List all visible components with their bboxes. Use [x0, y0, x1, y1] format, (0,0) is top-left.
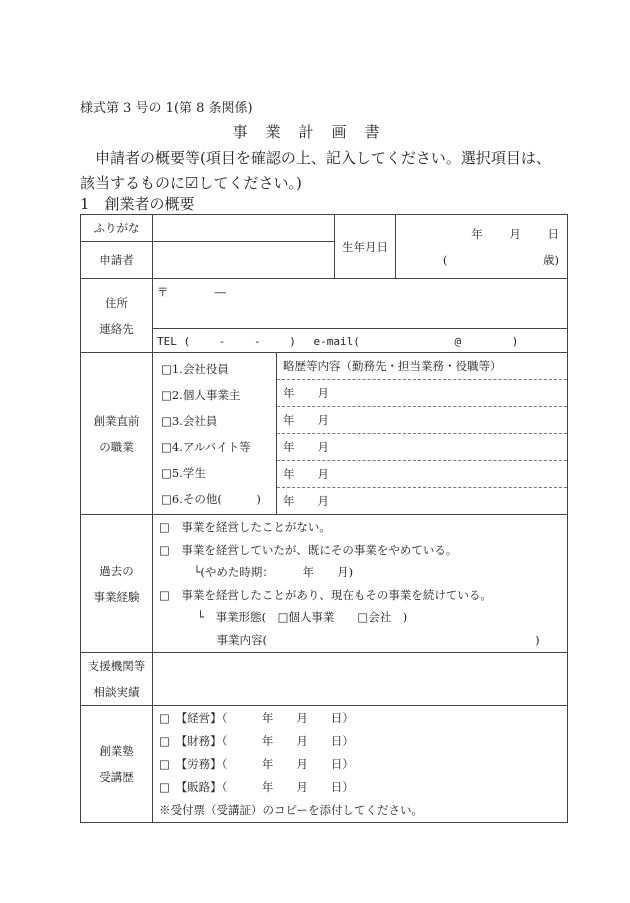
- intro-text: 申請者の概要等(項目を確認の上、記入してください。選択項目は、該当するものに☑してください。): [80, 149, 551, 192]
- quit-period-field[interactable]: └(やめた時期： 年 月): [159, 565, 354, 579]
- applicant-label: 申請者: [81, 242, 153, 279]
- school-option[interactable]: □ 【労務】（ 年 月 日）: [159, 756, 354, 771]
- postal-field[interactable]: 〒 ―: [153, 279, 568, 329]
- attachment-note: ※受付票（受講証）のコピーを添付してください。: [159, 802, 424, 817]
- school-option[interactable]: □ 【財務】（ 年 月 日）: [159, 733, 354, 748]
- experience-label-2: 事業経験: [93, 589, 140, 604]
- birth-date: 年 月 日: [471, 226, 559, 241]
- address-label: 住所: [105, 295, 128, 310]
- form-id: 様式第 3 号の 1(第 8 条関係): [80, 101, 253, 116]
- experience-label: 過去の: [99, 563, 134, 578]
- school-option[interactable]: □ 【経営】（ 年 月 日）: [159, 710, 354, 725]
- support-label: 支援機関等: [87, 659, 146, 673]
- job-option[interactable]: □6.その他( ): [161, 491, 261, 506]
- birth-label: 生年月日: [335, 215, 396, 279]
- section-heading: 1 創業者の概要: [80, 195, 195, 213]
- school-label-2: 受講歴: [99, 770, 134, 784]
- job-option[interactable]: □2.個人事業主: [161, 387, 241, 402]
- age-field[interactable]: ( 歳): [442, 252, 559, 267]
- job-option[interactable]: □1.会社役員: [161, 361, 229, 376]
- career-header: 略歴等内容（勤務先・担当業務・役職等）: [277, 353, 567, 380]
- career-row[interactable]: 年 月: [283, 494, 329, 508]
- career-row[interactable]: 年 月: [277, 380, 567, 407]
- career-row[interactable]: 年 月: [277, 461, 567, 488]
- tel-email-field[interactable]: TEL ( - - ) e-mail( @ ): [153, 329, 568, 353]
- experience-option[interactable]: □ 事業を経営したことがあり、現在もその事業を続けている。: [159, 587, 492, 602]
- business-type-field[interactable]: └ 事業形態( □個人事業 □会社 ): [159, 610, 408, 624]
- job-option[interactable]: □5.学生: [161, 465, 206, 480]
- contact-label: 連絡先: [99, 321, 134, 336]
- job-label: 創業直前: [93, 413, 140, 428]
- career-row[interactable]: 年 月: [277, 407, 567, 434]
- job-option[interactable]: □4.アルバイト等: [161, 439, 251, 454]
- business-content-field[interactable]: 事業内容( ): [159, 632, 540, 647]
- school-option[interactable]: □ 【販路】（ 年 月 日）: [159, 779, 354, 794]
- school-label: 創業塾: [99, 744, 134, 758]
- experience-option[interactable]: □ 事業を経営していたが、既にその事業をやめている。: [159, 542, 458, 557]
- page-title: 事業計画書: [232, 123, 398, 141]
- support-label-2: 相談実績: [93, 685, 140, 699]
- career-row[interactable]: 年 月: [277, 434, 567, 461]
- furigana-label: ふりがな: [81, 215, 153, 242]
- experience-option[interactable]: □ 事業を経営したことがない。: [159, 520, 331, 534]
- applicant-form-table: [80, 214, 568, 823]
- support-field[interactable]: [153, 653, 568, 706]
- furigana-field[interactable]: [153, 215, 335, 242]
- job-label-2: の職業: [99, 439, 134, 454]
- job-option[interactable]: □3.会社員: [161, 413, 218, 428]
- applicant-field[interactable]: [153, 242, 335, 279]
